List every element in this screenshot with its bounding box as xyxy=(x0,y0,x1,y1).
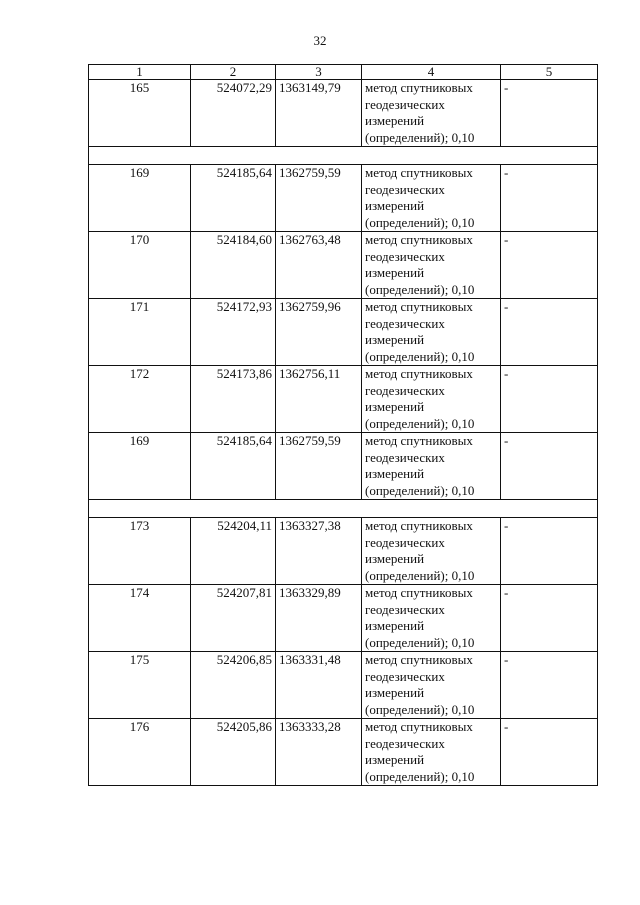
method-cell: метод спутниковых геодезических измерений (определений); 0,10 xyxy=(362,719,501,786)
column-header-5: 5 xyxy=(501,65,598,80)
separator-row xyxy=(89,147,598,165)
column-header-2: 2 xyxy=(191,65,276,80)
point-number-cell: 169 xyxy=(89,165,191,232)
table-body xyxy=(89,80,598,786)
point-number-cell: 173 xyxy=(89,518,191,585)
description-cell: - xyxy=(501,165,598,232)
y-coordinate-cell: 1362759,59 xyxy=(276,165,362,232)
page-number: 32 xyxy=(313,33,327,48)
point-number-cell: 169 xyxy=(89,433,191,500)
x-coordinate-cell: 524173,86 xyxy=(191,366,276,433)
column-header-1: 1 xyxy=(89,65,191,80)
table-row xyxy=(89,652,598,719)
point-number-cell: 174 xyxy=(89,585,191,652)
column-header-4: 4 xyxy=(362,65,501,80)
y-coordinate-cell: 1362759,96 xyxy=(276,299,362,366)
table-row xyxy=(89,518,598,585)
method-cell: метод спутниковых геодезических измерений (определений); 0,10 xyxy=(362,518,501,585)
description-cell: - xyxy=(501,652,598,719)
separator-row xyxy=(89,500,598,518)
method-cell: метод спутниковых геодезических измерений (определений); 0,10 xyxy=(362,232,501,299)
table-header-row xyxy=(89,65,598,80)
x-coordinate-cell: 524205,86 xyxy=(191,719,276,786)
description-cell: - xyxy=(501,518,598,585)
description-cell: - xyxy=(501,80,598,147)
table-row xyxy=(89,165,598,232)
x-coordinate-cell: 524206,85 xyxy=(191,652,276,719)
table-row xyxy=(89,299,598,366)
y-coordinate-cell: 1363333,28 xyxy=(276,719,362,786)
y-coordinate-cell: 1362763,48 xyxy=(276,232,362,299)
y-coordinate-cell: 1363331,48 xyxy=(276,652,362,719)
x-coordinate-cell: 524184,60 xyxy=(191,232,276,299)
x-coordinate-cell: 524172,93 xyxy=(191,299,276,366)
coordinates-table xyxy=(88,64,598,786)
description-cell: - xyxy=(501,299,598,366)
table-row xyxy=(89,719,598,786)
method-cell: метод спутниковых геодезических измерений (определений); 0,10 xyxy=(362,433,501,500)
description-cell: - xyxy=(501,366,598,433)
y-coordinate-cell: 1362756,11 xyxy=(276,366,362,433)
y-coordinate-cell: 1363327,38 xyxy=(276,518,362,585)
x-coordinate-cell: 524185,64 xyxy=(191,165,276,232)
method-cell: метод спутниковых геодезических измерений (определений); 0,10 xyxy=(362,299,501,366)
separator-cell xyxy=(89,500,598,518)
y-coordinate-cell: 1363149,79 xyxy=(276,80,362,147)
point-number-cell: 170 xyxy=(89,232,191,299)
table-row xyxy=(89,80,598,147)
method-cell: метод спутниковых геодезических измерений (определений); 0,10 xyxy=(362,585,501,652)
column-header-3: 3 xyxy=(276,65,362,80)
point-number-cell: 176 xyxy=(89,719,191,786)
x-coordinate-cell: 524207,81 xyxy=(191,585,276,652)
x-coordinate-cell: 524185,64 xyxy=(191,433,276,500)
description-cell: - xyxy=(501,232,598,299)
point-number-cell: 172 xyxy=(89,366,191,433)
separator-cell xyxy=(89,147,598,165)
point-number-cell: 165 xyxy=(89,80,191,147)
method-cell: метод спутниковых геодезических измерений (определений); 0,10 xyxy=(362,366,501,433)
table-row xyxy=(89,433,598,500)
table-row xyxy=(89,232,598,299)
description-cell: - xyxy=(501,433,598,500)
table-row xyxy=(89,585,598,652)
y-coordinate-cell: 1363329,89 xyxy=(276,585,362,652)
description-cell: - xyxy=(501,719,598,786)
x-coordinate-cell: 524204,11 xyxy=(191,518,276,585)
description-cell: - xyxy=(501,585,598,652)
y-coordinate-cell: 1362759,59 xyxy=(276,433,362,500)
point-number-cell: 175 xyxy=(89,652,191,719)
point-number-cell: 171 xyxy=(89,299,191,366)
method-cell: метод спутниковых геодезических измерений (определений); 0,10 xyxy=(362,165,501,232)
x-coordinate-cell: 524072,29 xyxy=(191,80,276,147)
table-row xyxy=(89,366,598,433)
method-cell: метод спутниковых геодезических измерений (определений); 0,10 xyxy=(362,80,501,147)
method-cell: метод спутниковых геодезических измерений (определений); 0,10 xyxy=(362,652,501,719)
